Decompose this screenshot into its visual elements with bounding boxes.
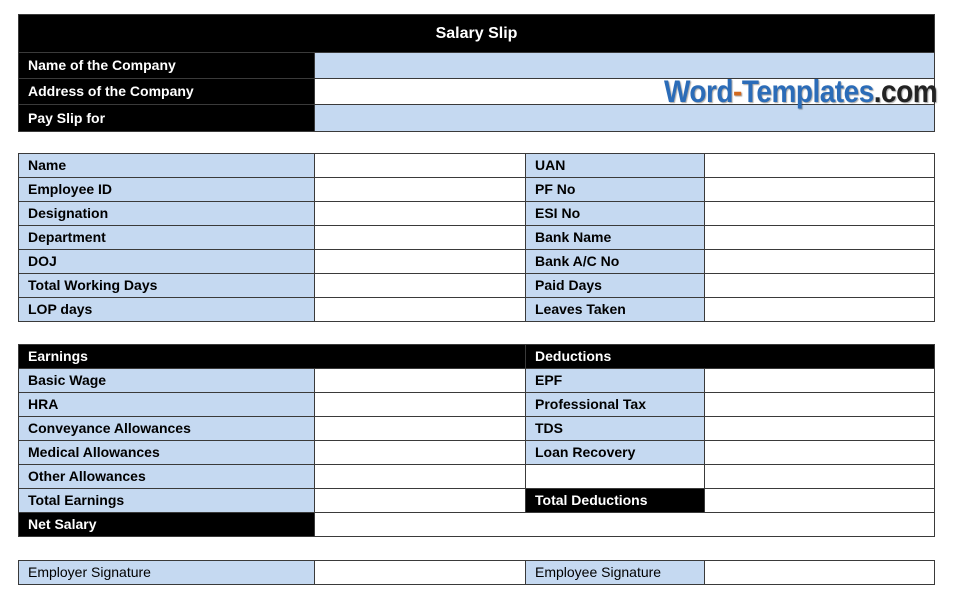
conveyance-allowances-label: Conveyance Allowances	[19, 417, 315, 441]
uan-label: UAN	[526, 154, 705, 178]
designation-field[interactable]	[315, 202, 526, 226]
bank-a-c-no-field[interactable]	[705, 250, 935, 274]
pay-slip-for-label: Pay Slip for	[19, 105, 315, 132]
table-row	[19, 369, 935, 393]
total-earnings-label: Total Earnings	[19, 489, 315, 513]
conveyance-allowances-field[interactable]	[315, 417, 526, 441]
table-row	[19, 226, 935, 250]
designation-label: Designation	[19, 202, 315, 226]
employer-signature-field[interactable]	[315, 561, 526, 585]
table-row	[19, 178, 935, 202]
department-label: Department	[19, 226, 315, 250]
doj-field[interactable]	[315, 250, 526, 274]
table-row	[19, 298, 935, 322]
lop-days-field[interactable]	[315, 298, 526, 322]
word-templates-logo: Word-Templates.com	[664, 74, 938, 109]
tds-field[interactable]	[705, 417, 935, 441]
esi-no-label: ESI No	[526, 202, 705, 226]
hra-field[interactable]	[315, 393, 526, 417]
employee-signature-label: Employee Signature	[526, 561, 705, 585]
loan-recovery-label: Loan Recovery	[526, 441, 705, 465]
pf-no-field[interactable]	[705, 178, 935, 202]
leaves-taken-field[interactable]	[705, 298, 935, 322]
bank-name-label: Bank Name	[526, 226, 705, 250]
signature-table	[18, 560, 935, 585]
company-header-table	[18, 14, 938, 132]
table-row	[19, 465, 935, 489]
total-deductions-label: Total Deductions	[526, 489, 705, 513]
medical-allowances-label: Medical Allowances	[19, 441, 315, 465]
table-row	[19, 154, 935, 178]
other-allowances-field[interactable]	[315, 465, 526, 489]
table-row	[19, 274, 935, 298]
net-salary-label: Net Salary	[19, 513, 315, 537]
total-working-days-label: Total Working Days	[19, 274, 315, 298]
total-working-days-field[interactable]	[315, 274, 526, 298]
department-field[interactable]	[315, 226, 526, 250]
company-name-label: Name of the Company	[19, 53, 315, 79]
esi-no-field[interactable]	[705, 202, 935, 226]
medical-allowances-field[interactable]	[315, 441, 526, 465]
empty-deduction-field[interactable]	[705, 465, 935, 489]
bank-name-field[interactable]	[705, 226, 935, 250]
basic-wage-label: Basic Wage	[19, 369, 315, 393]
total-earnings-value[interactable]	[315, 489, 526, 513]
tds-label: TDS	[526, 417, 705, 441]
doj-label: DOJ	[19, 250, 315, 274]
table-row	[19, 417, 935, 441]
total-deductions-value[interactable]	[705, 489, 935, 513]
loan-recovery-field[interactable]	[705, 441, 935, 465]
uan-field[interactable]	[705, 154, 935, 178]
employee-signature-field[interactable]	[705, 561, 935, 585]
empty-deduction-label	[526, 465, 705, 489]
name-field[interactable]	[315, 154, 526, 178]
employee-id-field[interactable]	[315, 178, 526, 202]
pay-details-table	[18, 344, 935, 537]
paid-days-field[interactable]	[705, 274, 935, 298]
pf-no-label: PF No	[526, 178, 705, 202]
paid-days-label: Paid Days	[526, 274, 705, 298]
table-row	[19, 202, 935, 226]
earnings-header: Earnings	[19, 345, 526, 369]
basic-wage-field[interactable]	[315, 369, 526, 393]
net-salary-value[interactable]	[315, 513, 935, 537]
epf-label: EPF	[526, 369, 705, 393]
company-address-label: Address of the Company	[19, 79, 315, 105]
employee-details-table	[18, 153, 935, 322]
leaves-taken-label: Leaves Taken	[526, 298, 705, 322]
table-row	[19, 441, 935, 465]
name-label: Name	[19, 154, 315, 178]
epf-field[interactable]	[705, 369, 935, 393]
professional-tax-field[interactable]	[705, 393, 935, 417]
employer-signature-label: Employer Signature	[19, 561, 315, 585]
lop-days-label: LOP days	[19, 298, 315, 322]
professional-tax-label: Professional Tax	[526, 393, 705, 417]
employee-id-label: Employee ID	[19, 178, 315, 202]
table-row	[19, 393, 935, 417]
hra-label: HRA	[19, 393, 315, 417]
table-row	[19, 250, 935, 274]
deductions-header: Deductions	[526, 345, 935, 369]
page-title: Salary Slip	[19, 15, 935, 53]
bank-a-c-no-label: Bank A/C No	[526, 250, 705, 274]
other-allowances-label: Other Allowances	[19, 465, 315, 489]
